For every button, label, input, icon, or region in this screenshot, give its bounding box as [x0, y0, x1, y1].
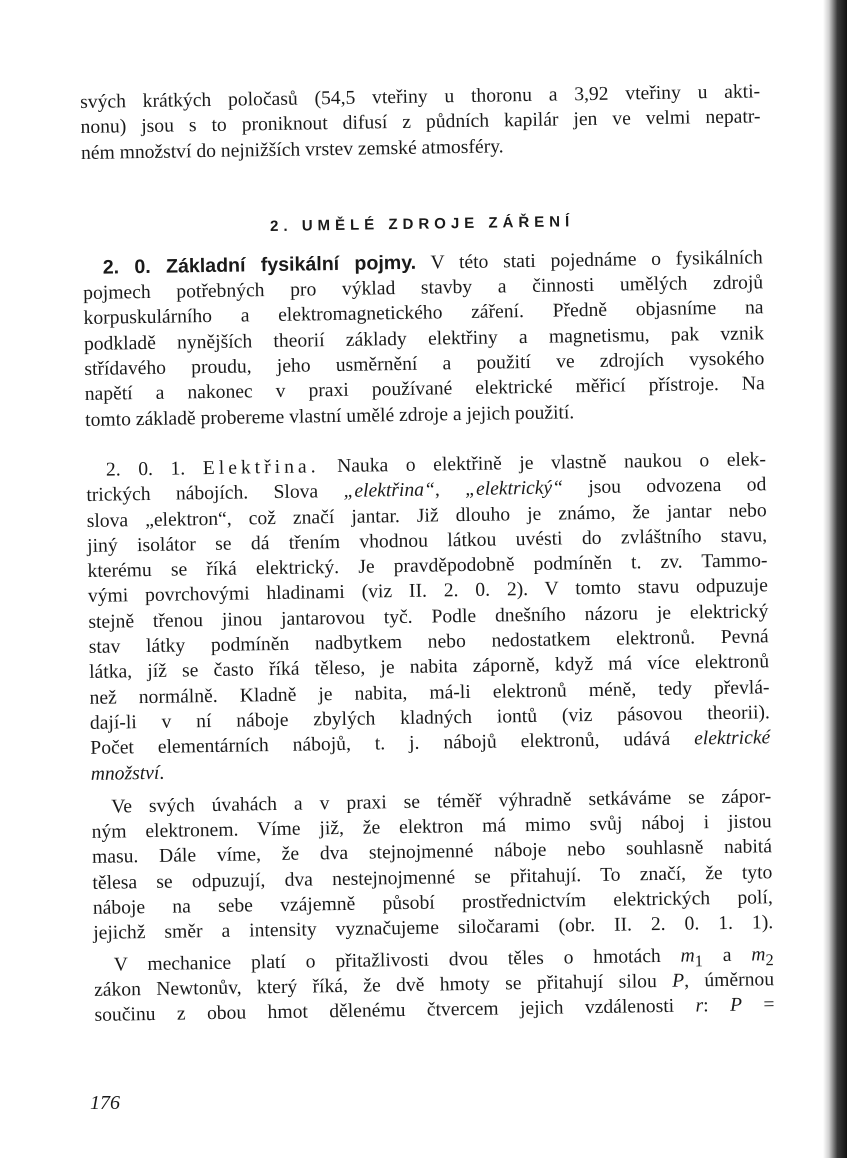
- italic-term: „elektřina“: [343, 479, 436, 503]
- book-spine-shadow: [823, 0, 847, 1158]
- math-subscript: 2: [765, 949, 774, 969]
- text-line: ným elektronem. Víme již, že elektron má mimo svůj náboj i jistou: [91, 811, 772, 844]
- text-line: korpuskulárního a elektromagnetického záření. Předně objasníme na: [83, 297, 764, 330]
- math-variable: P: [672, 970, 685, 992]
- text-line: stav látky podmíněn nadbytkem nebo nedostatkem elektronů. Pevná: [88, 626, 769, 658]
- text-segment: Počet elementárních nábojů, t. j. nábojů elektronů, udává: [90, 728, 695, 760]
- text-line: napětí a nakonec v praxi používané elektrické měřicí přístroje. Na: [84, 373, 765, 406]
- text-segment: , úměrnou: [683, 969, 775, 992]
- text-line: střídavého proudu, jeho usměrnění a použití ve zdrojích vysokého: [84, 348, 765, 381]
- text-line: než normálně. Kladně je nabita, má-li elektronů méně, tedy převlá-: [89, 676, 770, 709]
- text-line: nonu) jsou s to proniknout difusí z půdních kapilár jen ve velmi nepatr-: [80, 106, 761, 139]
- subsection-title: 2. 0. Základní fysikální pojmy.: [102, 251, 417, 279]
- text-line: tělesa se odpuzují, dva nestejnojmenné se přitahují. To značí, že tyto: [92, 861, 773, 894]
- italic-term: elektrické: [693, 727, 771, 750]
- subsection-title: Elektřina.: [202, 456, 320, 480]
- text-line: podkladě nynějších theorií základy elektřiny a magnetismu, pak vznik: [83, 323, 765, 355]
- section-heading: 2. UMĚLÉ ZDROJE ZÁŘENÍ: [269, 213, 575, 235]
- text-segment: ,: [434, 479, 466, 501]
- math-variable: m: [751, 943, 766, 966]
- text-segment: V mechanice platí o přitažlivosti dvou těles o hmotách: [113, 945, 681, 976]
- text-line: vými povrchovými hladinami (viz II. 2. 0. 2). V tomto stavu odpuzuje: [87, 575, 769, 608]
- text-segment: :: [703, 995, 731, 1017]
- text-line: stejně třenou jinou jantarovou tyč. Podle dnešního názoru je elektrický: [88, 601, 769, 633]
- text-segment: V této stati pojednáme o fysikálních: [415, 247, 763, 274]
- text-segment: zákon Newtonův, který říká, že dvě hmoty se přitahují silou: [93, 970, 673, 1001]
- text-line: masu. Dále víme, že dva stejnojmenné náboje nebo souhlasně nabitá: [91, 836, 773, 869]
- text-line: dají-li v ní náboje zbylých kladných iontů (viz pásovou theorii).: [89, 702, 771, 734]
- text-line: ném množství do nejnižších vrstev zemské atmosféry.: [80, 135, 504, 164]
- text-segment: jsou odvozena od: [562, 474, 767, 499]
- text-line: tomto základě probereme vlastní umělé zdroje a jejich použití.: [85, 401, 575, 431]
- text-line: Ve svých úvahách a v praxi se téměř výhradně setkáváme se zápor-: [111, 786, 772, 818]
- text-line: jejichž směr a intensity vyznačujeme siločarami (obr. II. 2. 0. 1. 1).: [93, 912, 774, 945]
- math-subscript: 1: [694, 950, 704, 970]
- page-body: [80, 79, 775, 1028]
- text-segment: součinu z obou hmot dělenému čtvercem jejich vzdálenosti: [94, 995, 696, 1027]
- text-line: jiný isolátor se dá třením vhodnou látkou uvésti do zvláštního stavu,: [87, 525, 768, 557]
- text-segment: a: [702, 944, 752, 966]
- text-line: pojmech potřebných pro výklad stavby a činnosti umělých zdrojů: [83, 272, 764, 305]
- text-segment: =: [741, 994, 775, 1016]
- paragraph-newton: [94, 942, 775, 1029]
- paragraph-electron: [91, 784, 773, 946]
- subsection-number: 2. 0. 1.: [105, 458, 186, 481]
- intro-paragraph: [80, 79, 761, 166]
- text-line: kterému se říká elektrický. Je pravděpodobně podmíněn t. zv. Tammo-: [87, 550, 768, 583]
- text-line: slova „elektron“, což značí jantar. Již dlouho je známo, že jantar nebo: [86, 499, 767, 532]
- math-variable: m: [680, 945, 695, 967]
- text-segment: .: [159, 762, 165, 784]
- text-line: svých krátkých poločasů (54,5 vteřiny u thoronu a 3,92 vteřiny u akti-: [80, 81, 761, 113]
- text-segment: trických nábojích. Slova: [86, 481, 344, 507]
- italic-term: „elektrický“: [464, 477, 564, 501]
- page-number: 176: [90, 1092, 120, 1114]
- text-segment: Nauka o elektřině je vlastně naukou o elek-: [319, 449, 767, 478]
- text-line: látka, jíž se často říká těleso, je nabita záporně, když má více elektronů: [88, 651, 770, 684]
- paragraph-2-0: [83, 245, 766, 433]
- math-variable: r: [695, 995, 704, 1017]
- text-line: náboje na sebe vzájemně působí prostřednictvím elektrických polí,: [92, 887, 773, 919]
- paragraph-2-0-1: [86, 447, 771, 786]
- math-variable: P: [729, 994, 743, 1017]
- italic-term: množství: [90, 762, 160, 785]
